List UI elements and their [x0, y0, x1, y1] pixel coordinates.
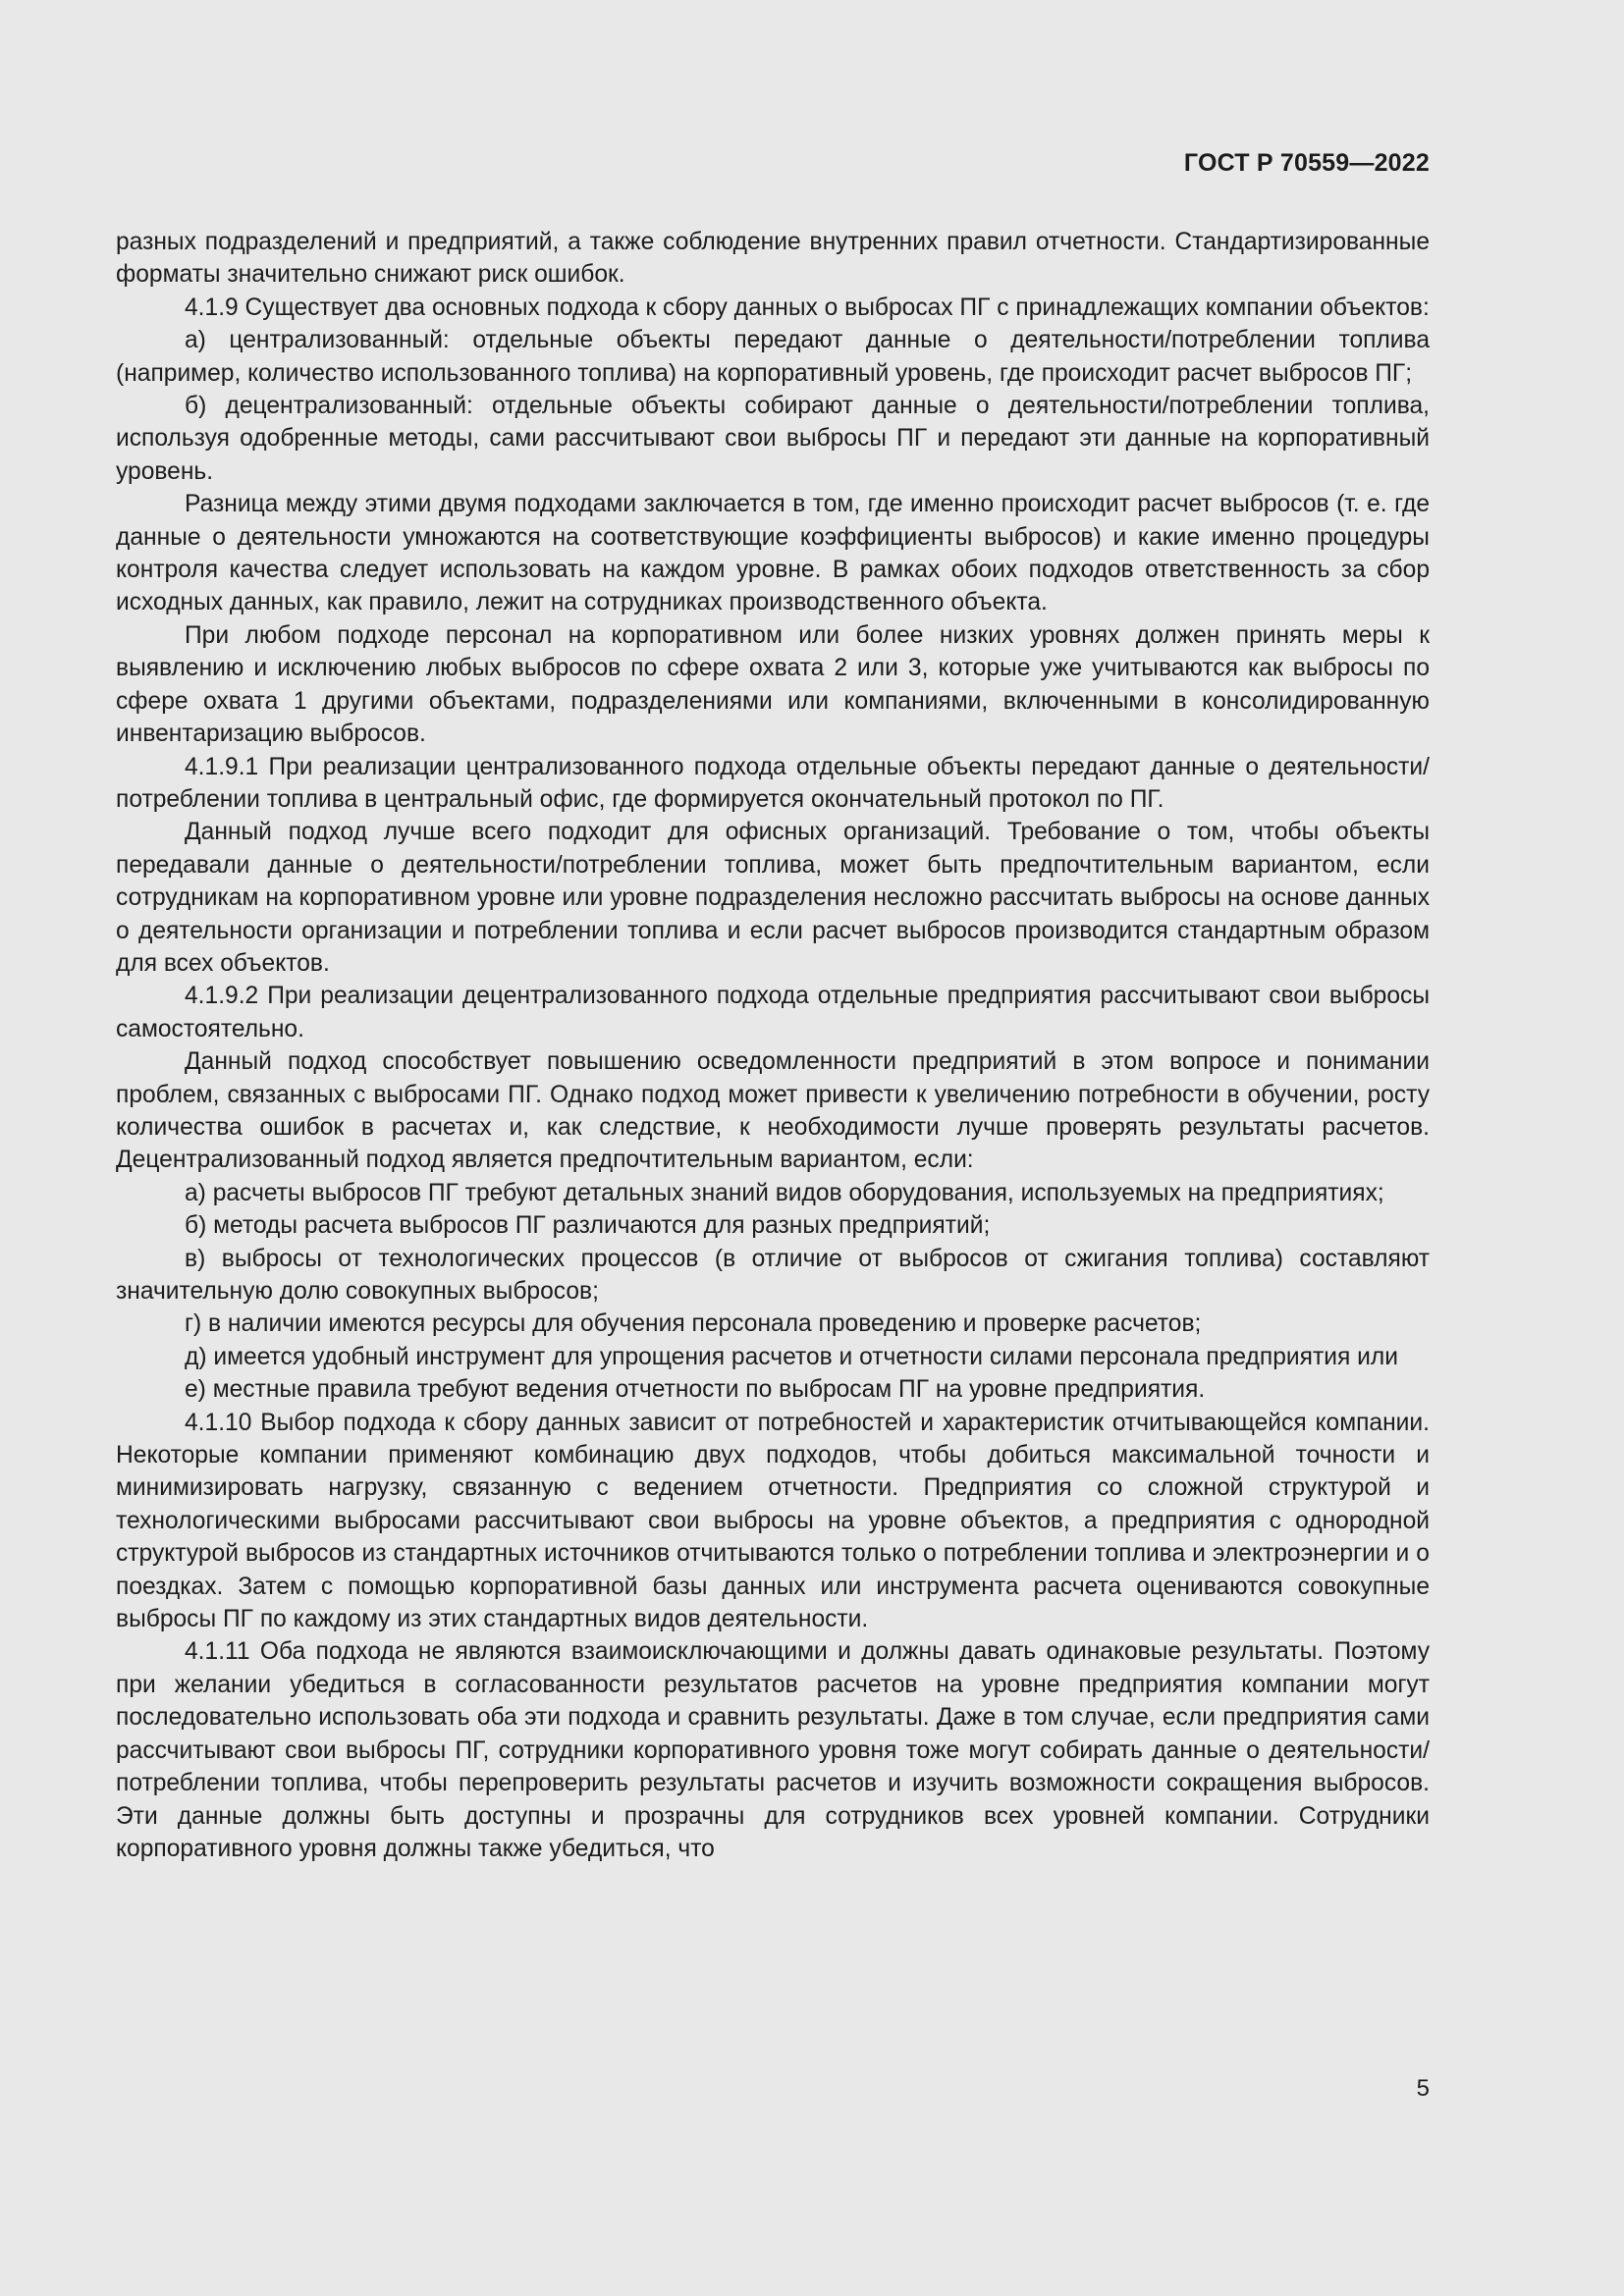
- paragraph-4-1-11: 4.1.11 Оба подхода не являются взаимоисключающими и должны давать одинаковые результаты. Поэтому при желании убедиться в согласованности результатов расчетов на уровне предприятия компании могут последовательно использовать оба эти подхода и сравнить результаты. Даже в том случае, если предприятия сами рассчитывают свои выбросы ПГ, сотрудники корпоративного уровня тоже могут собирать данные о деятельности/потреблении топлива, чтобы перепроверить результаты расчетов и изучить возможности сокращения выбросов. Эти данные должны быть доступны и прозрачны для сотрудников всех уровней компании. Сотрудники корпоративного уровня должны также убедиться, что: [116, 1638, 1430, 1862]
- list-item-g-resources: г) в наличии имеются ресурсы для обучения персонала проведению и проверке расчетов;: [185, 1310, 1202, 1338]
- list-item-v-process-emissions: в) выбросы от технологических процессов (в отличие от выбросов от сжигания топлива) составляют значительную долю совокупных выбросов;: [116, 1245, 1430, 1305]
- paragraph-office-approach: Данный подход лучше всего подходит для офисных организаций. Требование о том, чтобы объекты передавали данные о деятельности/потреблении топлива, может быть предпочтительным вариантом, если сотрудникам на корпоративном уровне или уровне подразделения несложно рассчитать выбросы на основе данных о деятельности организации и потреблении топлива и если расчет выбросов производится стандартным образом для всех объектов.: [116, 819, 1430, 977]
- paragraph-continuation: разных подразделений и предприятий, а также соблюдение внутренних правил отчетности. Стандартизированные форматы значительно снижают риск ошибок.: [116, 229, 1430, 289]
- paragraph-4-1-10: 4.1.10 Выбор подхода к сбору данных зависит от потребностей и характеристик отчитывающейся компании. Некоторые компании применяют комбинацию двух подходов, чтобы добиться максимальной точности и минимизировать нагрузку, связанную с ведением отчетности. Предприятия со сложной структурой и технологическими выбросами рассчитывают свои выбросы на уровне объектов, а предприятия с однородной структурой выбросов из стандартных источников отчитываются только о потреблении топлива и электроэнергии и о поездках. Затем с помощью корпоративной базы данных или инструмента расчета оцениваются совокупные выбросы ПГ по каждому из этих стандартных видов деятельности.: [116, 1409, 1430, 1633]
- standard-code-header: ГОСТ Р 70559—2022: [1183, 149, 1430, 177]
- list-item-a-centralized: а) централизованный: отдельные объекты передают данные о деятельности/потреблении топлива (например, количество использованного топлива) на корпоративный уровень, где происходит расчет выбросов ПГ;: [116, 327, 1430, 387]
- paragraph-4-1-9-2: 4.1.9.2 При реализации децентрализованного подхода отдельные предприятия рассчитывают свои выбросы самостоятельно.: [116, 983, 1430, 1042]
- list-item-d-tool: д) имеется удобный инструмент для упрощения расчетов и отчетности силами персонала предприятия или: [185, 1343, 1398, 1370]
- list-item-b-decentralized: б) децентрализованный: отдельные объекты собирают данные о деятельности/потреблении топлива, используя одобренные методы, сами рассчитывают свои выбросы ПГ и передают эти данные на корпоративный уровень.: [116, 393, 1430, 485]
- paragraph-4-1-9: 4.1.9 Существует два основных подхода к сбору данных о выбросах ПГ с принадлежащих компании объектов:: [185, 294, 1430, 321]
- list-item-e-local-rules: е) местные правила требуют ведения отчетности по выбросам ПГ на уровне предприятия.: [185, 1376, 1206, 1404]
- paragraph-4-1-9-1: 4.1.9.1 При реализации централизованного подхода отдельные объекты передают данные о деятельности/потреблении топлива в центральный офис, где формируется окончательный протокол по ПГ.: [116, 753, 1430, 813]
- paragraph-any-approach: При любом подходе персонал на корпоративном или более низких уровнях должен принять меры к выявлению и исключению любых выбросов по сфере охвата 2 или 3, которые уже учитываются как выбросы по сфере охвата 1 другими объектами, подразделениями или компаниями, включенными в консолидированную инвентаризацию выбросов.: [116, 621, 1430, 748]
- paragraph-approach-difference: Разница между этими двумя подходами заключается в том, где именно происходит расчет выбросов (т. е. где данные о деятельности умножаются на соответствующие коэффициенты выбросов) и какие именно процедуры контроля качества следует использовать на каждом уровне. В рамках обоих подходов ответственность за сбор исходных данных, как правило, лежит на сотрудниках производственного объекта.: [116, 491, 1430, 616]
- paragraph-decentralized-benefits: Данный подход способствует повышению осведомленности предприятий в этом вопросе и понимании проблем, связанных с выбросами ПГ. Однако подход может привести к увеличению потребности в обучении, росту количества ошибок в расчетах и, как следствие, к необходимости лучше проверять результаты расчетов. Децентрализованный подход является предпочтительным вариантом, если:: [116, 1048, 1430, 1174]
- page-number: 5: [1416, 2075, 1430, 2102]
- document-body: [116, 226, 1430, 1865]
- list-item-a-equipment: а) расчеты выбросов ПГ требуют детальных знаний видов оборудования, используемых на предприятиях;: [185, 1179, 1384, 1206]
- list-item-b-methods: б) методы расчета выбросов ПГ различаются для разных предприятий;: [185, 1212, 991, 1240]
